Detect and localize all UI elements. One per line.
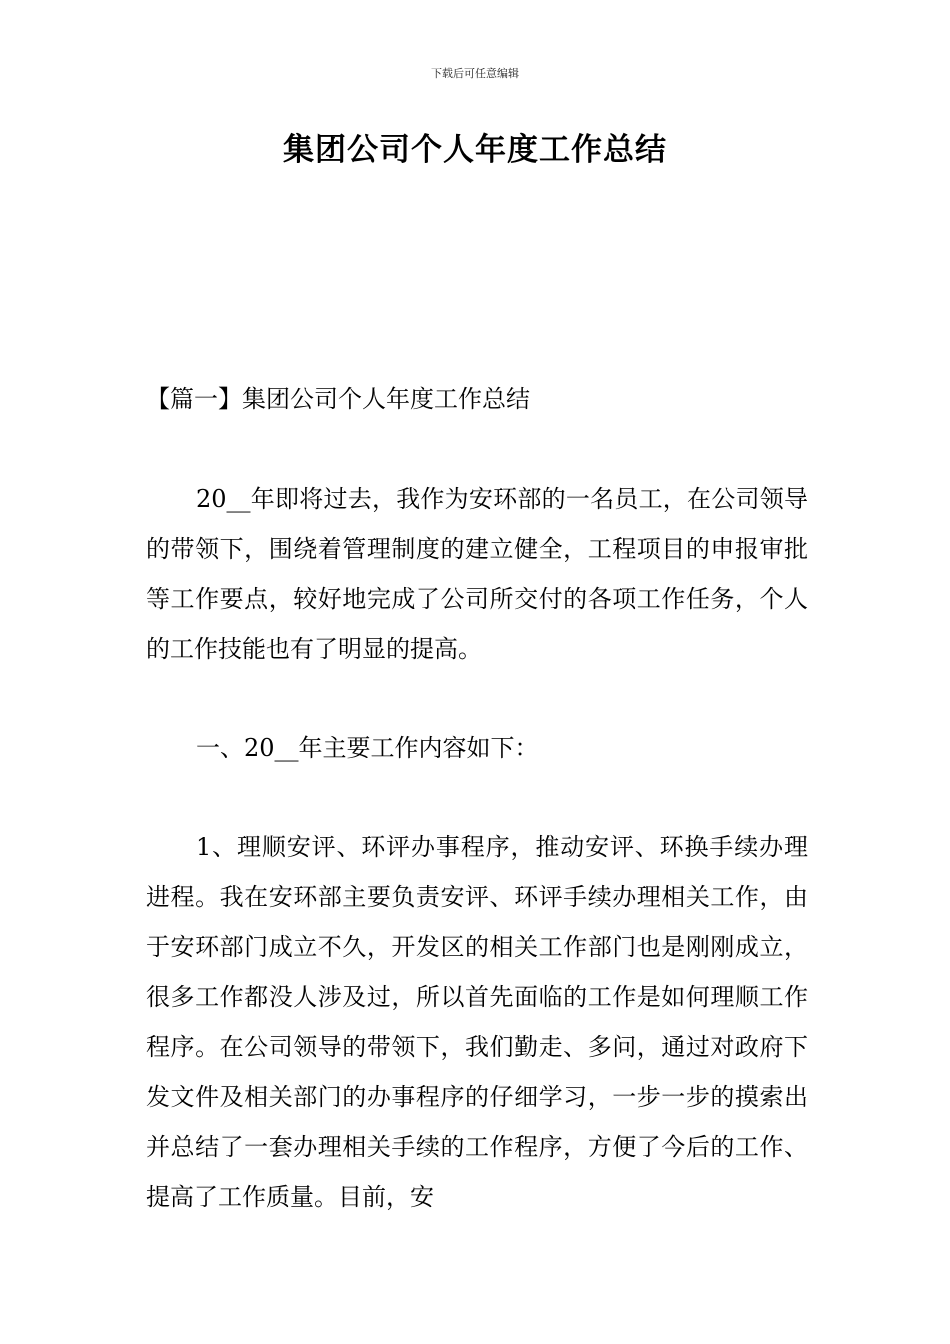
section-heading: 【篇一】集团公司个人年度工作总结 [146, 385, 530, 413]
paragraph-heading-1: 一、20__年主要工作内容如下： [196, 734, 539, 762]
paragraph-item-1: 1、理顺安评、环评办事程序，推动安评、环换手续办理进程。我在安环部主要负责安评、环评手续办理相关工作，由于安环部门成立不久，开发区的相关工作部门也是刚刚成立，很多工作都没人涉及过，所以首先面临的工作是如何理顺工作程序。在公司领导的带领下，我们勤走、多问，通过对政府下发文件及相关部门的办事程序的仔细学习，一步一步的摸索出并总结了一套办理相关手续的工作程序，方便了今后的工作、提高了工作质量。目前，安 [146, 833, 808, 1211]
document-title: 集团公司个人年度工作总结 [283, 132, 667, 168]
paragraph-intro: 20__年即将过去，我作为安环部的一名员工，在公司领导的带领下，围绕着管理制度的建立健全，工程项目的申报审批等工作要点，较好地完成了公司所交付的各项工作任务，个人的工作技能也有了明显的提高。 [146, 485, 808, 663]
header-note: 下载后可任意编辑 [431, 67, 519, 80]
